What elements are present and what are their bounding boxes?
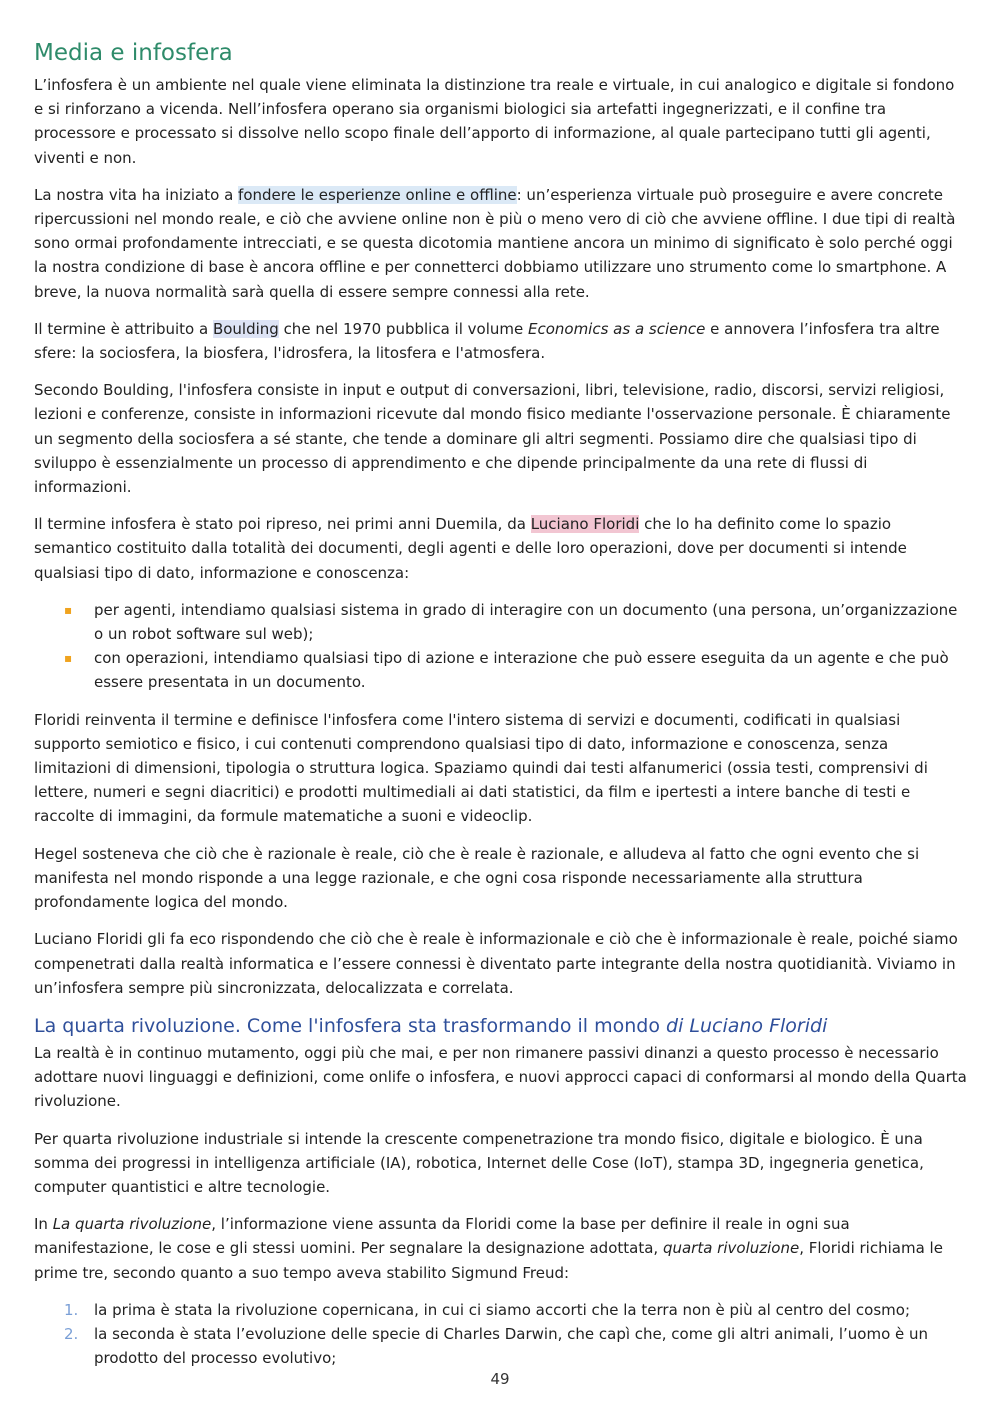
- paragraph: L’infosfera è un ambiente nel quale viene eliminata la distinzione tra reale e virtuale, in cui analogico e digitale si fondono e si rinforzano a vicenda. Nell’infosfera operano sia organismi biologici sia artefatti ingegnerizzati, e il confine tra processore e processato si dissolve nello scopo finale dell’apporto di informazione, al quale partecipano tutti gli agenti, viventi e non.: [34, 76, 955, 167]
- paragraph: La realtà è in continuo mutamento, oggi più che mai, e per non rimanere passivi dinanzi a questo processo è necessario adottare nuovi linguaggi e definizioni, come onlife o infosfera, e nuovi approcci capaci di conformarsi al mondo della Quarta rivoluzione.: [34, 1043, 967, 1111]
- section-heading-media-infosfera: Media e infosfera: [34, 40, 233, 66]
- text-run: , Floridi richiama le prime tre, secondo quanto a suo tempo aveva stabilito Sigmund Freud:: [34, 1239, 943, 1282]
- paragraph: [34, 183, 968, 304]
- paragraph: [34, 317, 968, 365]
- text-run: La nostra vita ha iniziato a: [34, 185, 239, 204]
- text-run: e annovera l’infosfera tra altre sfere: la sociosfera, la biosfera, l'idrosfera, la litosfera e l'atmosfera.: [34, 319, 940, 363]
- list-item-text: la seconda è stata l’evoluzione delle specie di Charles Darwin, che capì che, come gli altri animali, l’uomo è un prodotto del processo evolutivo;: [94, 1324, 929, 1368]
- numbered-list: [34, 1298, 968, 1371]
- highlighted-text: Luciano Floridi: [530, 515, 640, 534]
- list-item: [34, 1322, 968, 1370]
- text-run: Il termine infosfera è stato poi ripreso, nei primi anni Duemila, da: [34, 515, 531, 534]
- highlighted-text: Boulding: [212, 319, 279, 338]
- paragraph: Hegel sosteneva che ciò che è razionale è reale, ciò che è reale è razionale, e alludeva al fatto che ogni evento che si manifesta nel mondo risponde a una legge razionale, e che ogni cosa risponde necessariamente alla struttura profondamente logica del mondo.: [34, 844, 920, 912]
- paragraph: [34, 1212, 968, 1285]
- list-item: [34, 598, 968, 646]
- text-run: che lo ha definito come lo spazio semantico costituito dalla totalità dei documenti, degli agenti e delle loro operazioni, dove per documenti si intende qualsiasi tipo di dato, informazione e conoscenza:: [34, 515, 907, 582]
- list-item: [34, 1298, 968, 1322]
- list-number: 2.: [64, 1324, 79, 1343]
- paragraph: Luciano Floridi gli fa eco rispondendo che ciò che è reale è informazionale e ciò che è informazionale è reale, poiché siamo compenetrati dalla realtà informatica e l’essere connessi è diventato parte integrante della nostra quotidianità. Viviamo in un’infosfera sempre più sincronizzata, delocalizzata e correlata.: [34, 930, 958, 997]
- list-number: 1.: [64, 1300, 79, 1319]
- list-item-text: la prima è stata la rivoluzione copernicana, in cui ci siamo accorti che la terra non è più al centro del cosmo;: [94, 1300, 910, 1319]
- list-item-text: per agenti, intendiamo qualsiasi sistema in grado di interagire con un documento (una persona, un’organizzazione o un robot software sul web);: [94, 600, 958, 644]
- page-number: 49: [490, 1370, 510, 1388]
- section-heading-quarta-rivoluzione: [34, 1013, 968, 1039]
- paragraph: Floridi reinventa il termine e definisce l'infosfera come l'intero sistema di servizi e documenti, codificati in qualsiasi supporto semiotico e fisico, i cui contenuti comprendono qualsiasi tipo di dato, informazione e conoscenza, senza limitazioni di dimensioni, tipologia o struttura logica. Spaziamo quindi dai testi alfanumerici (ossia testi, comprensivi di lettere, numeri e segni diacritici) e prodotti multimediali ai dati statistici, da film e ipertesti a intere banche di testi e raccolte di immagini, da formule matematiche a suoni e videoclip.: [34, 710, 928, 826]
- document-page: [34, 38, 968, 1370]
- heading-author: di Luciano Floridi: [666, 1014, 828, 1037]
- text-run: , l’informazione viene assunta da Floridi come la base per definire il reale in ogni sua manifestazione, le cose e gli stessi uomini. Per segnalare la designazione adottata,: [34, 1215, 850, 1258]
- list-item-text: con operazioni, intendiamo qualsiasi tipo di azione e interazione che può essere eseguita da un agente e che può essere presentata in un documento.: [94, 649, 949, 692]
- paragraph: Secondo Boulding, l'infosfera consiste in input e output di conversazioni, libri, televisione, radio, discorsi, servizi religiosi, lezioni e conferenze, consiste in informazioni ricevute dal mondo fisico mediante l'osservazione personale. È chiaramente un segmento della sociosfera a sé stante, che tende a dominare gli altri segmenti. Possiamo dire che qualsiasi tipo di sviluppo è essenzialmente un processo di apprendimento e che dipende principalmente da una rete di flussi di informazioni.: [34, 381, 951, 497]
- heading-text: La quarta rivoluzione. Come l'infosfera sta trasformando il mondo: [34, 1014, 667, 1037]
- book-title: La quarta rivoluzione: [52, 1215, 212, 1234]
- paragraph: [34, 512, 968, 585]
- bullet-marker-icon: ▪: [64, 651, 73, 666]
- paragraph: Per quarta rivoluzione industriale si intende la crescente compenetrazione tra mondo fisico, digitale e biologico. È una somma dei progressi in intelligenza artificiale (IA), robotica, Internet delle Cose (IoT), stampa 3D, ingegneria genetica, computer quantistici e altre tecnologie.: [34, 1129, 924, 1196]
- bullet-marker-icon: ▪: [64, 602, 73, 617]
- text-run: In: [34, 1215, 53, 1234]
- list-item: [34, 646, 968, 694]
- text-run: : un’esperienza virtuale può proseguire e avere concrete ripercussioni nel mondo reale, e ciò che avviene online non è più o meno vero di ciò che avviene offline. I due tipi di realtà sono ormai profondamente intrecciati, e se questa dicotomia mantiene ancora un minimo di significato è solo perché oggi la nostra condizione di base è ancora offline e per connetterci dobbiamo utilizzare uno strumento come lo smartphone. A breve, la nuova normalità sarà quella di essere sempre connessi alla rete.: [34, 185, 956, 301]
- bullet-list: [34, 598, 968, 695]
- highlighted-text: fondere le esperienze online e offline: [238, 185, 517, 204]
- text-run: che nel 1970 pubblica il volume: [278, 319, 528, 338]
- book-title: Economics as a science: [527, 319, 706, 338]
- emphasized-text: quarta rivoluzione: [662, 1239, 800, 1258]
- text-run: Il termine è attribuito a: [34, 319, 213, 338]
